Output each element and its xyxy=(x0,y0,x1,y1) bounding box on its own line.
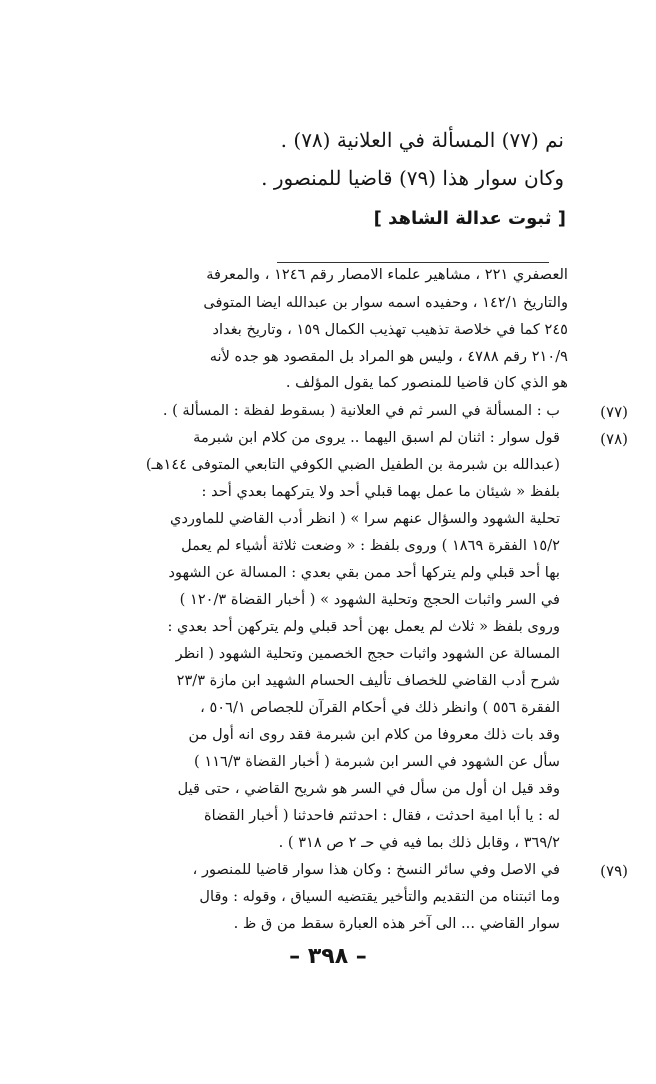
footnote-79-line-3: سوار القاضي ... الى آخر هذه العبارة سقط من ق ظ . xyxy=(233,915,560,932)
footnote-78-line-9: المسالة عن الشهود واثبات حجج الخصمين وتحلية الشهود ( انظر xyxy=(175,645,560,662)
footnote-78-line-4: تحلية الشهود والسؤال عنهم سرا » ( انظر أدب القاضي للماوردي xyxy=(170,510,560,527)
footnote-78-line-5: ١٥/٢ الفقرة ١٨٦٩ ) وروى بلفظ : « وضعت ثلاثة أشياء لم يعمل xyxy=(181,537,560,554)
footnote-79-line-1: في الاصل وفي سائر النسخ : وكان هذا سوار قاضيا للمنصور ، xyxy=(192,861,560,878)
footnote-78-line-11: الفقرة ٥٥٦ ) وانظر ذلك في أحكام القرآن للجصاص ٥٠٦/١ ، xyxy=(200,699,560,716)
footnote-continuation-line-2: والتاريخ ١٤٢/١ ، وحفيده اسمه سوار بن عبدالله ايضا المتوفى xyxy=(203,294,568,311)
footnote-continuation-line-5: هو الذي كان قاضيا للمنصور كما يقول المؤلف . xyxy=(285,374,568,391)
footnote-number-77: (٧٧) xyxy=(600,403,628,421)
footnote-78-line-12: وقد بات ذلك معروفا من كلام ابن شبرمة فقد روى انه أول من xyxy=(188,726,560,743)
footnote-78-line-13: سأل عن الشهود في السر ابن شبرمة ( أخبار القضاة ١١٦/٣ ) xyxy=(194,753,560,770)
footnote-78-line-14: وقد قيل ان أول من سأل في السر هو شريح القاضي ، حتى قيل xyxy=(177,780,560,797)
footnote-78-line-3: بلفظ « شيئان ما عمل بهما قبلي أحد ولا يتركهما بعدي أحد : xyxy=(201,483,560,500)
footnote-divider xyxy=(277,262,549,263)
footnote-number-78: (٧٨) xyxy=(600,430,628,448)
footnote-78-line-1: قول سوار : اثنان لم اسبق اليهما .. يروى من كلام ابن شبرمة xyxy=(193,429,560,446)
footnote-78-line-7: في السر واثبات الحجج وتحلية الشهود » ( أخبار القضاة ١٢٠/٣ ) xyxy=(179,591,560,608)
main-text-line-2: وكان سوار هذا (٧٩) قاضيا للمنصور . xyxy=(261,166,564,190)
main-text-line-1: نم (٧٧) المسألة في العلانية (٧٨) . xyxy=(280,128,564,152)
footnote-continuation-line-1: العصفري ٢٢١ ، مشاهير علماء الامصار رقم ١٢٤٦ ، والمعرفة xyxy=(206,266,568,283)
footnote-78-line-2: (عبدالله بن شبرمة بن الطفيل الضبي الكوفي التابعي المتوفى ١٤٤هـ) xyxy=(145,456,560,473)
footnote-78-line-10: شرح أدب القاضي للخصاف تأليف الحسام الشهيد ابن مازة ٢٣/٣ xyxy=(176,672,560,689)
footnote-78-line-8: وروى بلفظ « ثلاث لم يعمل بهن أحد قبلي ولم يتركهن أحد بعدي : xyxy=(167,618,560,635)
footnote-78-line-16: ٣٦٩/٢ ، وقابل ذلك بما فيه في حـ ٢ ص ٣١٨ ) . xyxy=(278,834,560,851)
section-heading: [ ثبوت عدالة الشاهد ] xyxy=(373,208,566,229)
page-number: – ٣٩٨ – xyxy=(289,944,367,969)
footnote-continuation-line-3: ٢٤٥ كما في خلاصة تذهيب تهذيب الكمال ١٥٩ ، وتاريخ بغداد xyxy=(212,321,568,338)
footnote-78-line-6: بها أحد قبلي ولم يتركها أحد ممن بقي بعدي : المسالة عن الشهود xyxy=(168,564,560,581)
footnote-77-line-1: ب : المسألة في السر ثم في العلانية ( بسقوط لفظة : المسألة ) . xyxy=(162,402,560,419)
footnote-79-line-2: وما اثبتناه من التقديم والتأخير يقتضيه السياق ، وقوله : وقال xyxy=(199,888,560,905)
footnote-continuation-line-4: ٢١٠/٩ رقم ٤٧٨٨ ، وليس هو المراد بل المقصود هو جده لأنه xyxy=(209,348,568,365)
footnote-number-79: (٧٩) xyxy=(600,862,628,880)
footnote-78-line-15: له : يا أبا امية احدثت ، فقال : احدثتم فاحدثنا ( أخبار القضاة xyxy=(203,807,560,824)
